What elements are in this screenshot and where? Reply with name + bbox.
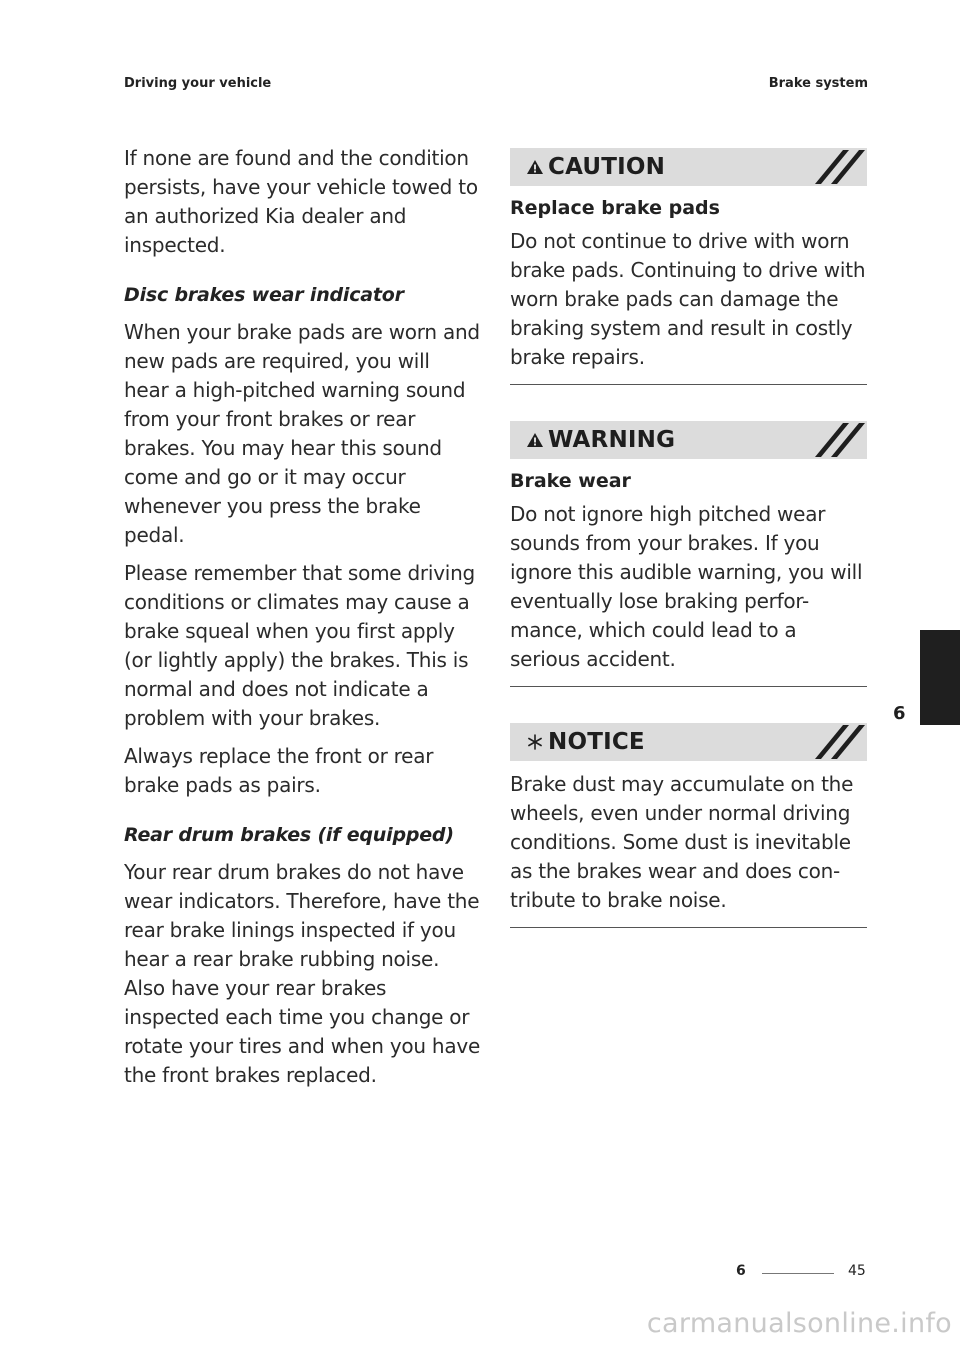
caution-label: CAUTION — [548, 154, 666, 180]
banner-slashes-decoration — [807, 148, 867, 186]
caution-divider — [510, 384, 867, 385]
disc-paragraph-3: Always replace the front or rear brake pads as pairs. — [124, 744, 434, 797]
caution-text: Do not continue to drive with worn brake pads. Continuing to drive with worn brake pads can damage the braking system and result in costly brake repairs. — [510, 229, 866, 369]
warning-text: Do not ignore high pitched wear sounds from your brakes. If you ignore this audible warning, you will eventually lose braking perfor-mance, which could lead to a serious accident. — [510, 502, 863, 671]
caution-heading: Replace brake pads — [510, 197, 720, 219]
warning-box — [510, 421, 867, 687]
banner-slashes-decoration — [807, 421, 867, 459]
running-header-topic: Brake system — [768, 76, 868, 91]
notice-divider — [510, 927, 867, 928]
disc-brakes-heading: Disc brakes wear indicator — [124, 284, 404, 306]
warning-banner — [510, 421, 867, 459]
intro-paragraph: If none are found and the condition persists, have your vehicle towed to an authorized Kia dealer and inspected. — [124, 146, 478, 257]
notice-text: Brake dust may accumulate on the wheels, even under normal driving conditions. Some dust is inevitable as the brakes wear and does con-tribute to brake noise. — [510, 772, 854, 912]
drum-brakes-heading: Rear drum brakes (if equipped) — [124, 824, 454, 846]
footer-chapter-number: 6 — [736, 1263, 746, 1279]
warning-label: WARNING — [548, 427, 676, 453]
disc-paragraph-2: Please remember that some driving conditions or climates may cause a brake squeal when you first apply (or lightly apply) the brakes. This is normal and does not indicate a problem with your brakes. — [124, 561, 475, 730]
chapter-side-tab — [920, 630, 960, 725]
warning-heading: Brake wear — [510, 470, 631, 492]
warning-triangle-icon — [522, 432, 548, 448]
caution-banner — [510, 148, 867, 186]
footer-divider — [762, 1273, 834, 1274]
footer-page-number: 45 — [848, 1263, 866, 1279]
drum-paragraph-1: Your rear drum brakes do not have wear indicators. Therefore, have the rear brake linings inspected if you hear a rear brake rubbing noise. Also have your rear brakes inspected each time you change or rotate your tires and when you have the front brakes replaced. — [124, 860, 480, 1087]
disc-paragraph-1: When your brake pads are worn and new pads are required, you will hear a high-pitched warning sound from your front brakes or rear brakes. You may hear this sound come and go or it may occur whenever you press the brake pedal. — [124, 320, 480, 547]
asterisk-icon — [522, 733, 548, 751]
notice-banner — [510, 723, 867, 761]
notice-box — [510, 723, 867, 928]
chapter-side-number: 6 — [893, 703, 906, 724]
banner-slashes-decoration — [807, 723, 867, 761]
left-column — [124, 144, 480, 1099]
caution-box — [510, 148, 867, 385]
notice-label: NOTICE — [548, 729, 645, 755]
running-header-section: Driving your vehicle — [124, 76, 272, 91]
right-column — [510, 148, 867, 928]
watermark: carmanualsonline.info — [646, 1308, 952, 1339]
warning-triangle-icon — [522, 159, 548, 175]
warning-divider — [510, 686, 867, 687]
